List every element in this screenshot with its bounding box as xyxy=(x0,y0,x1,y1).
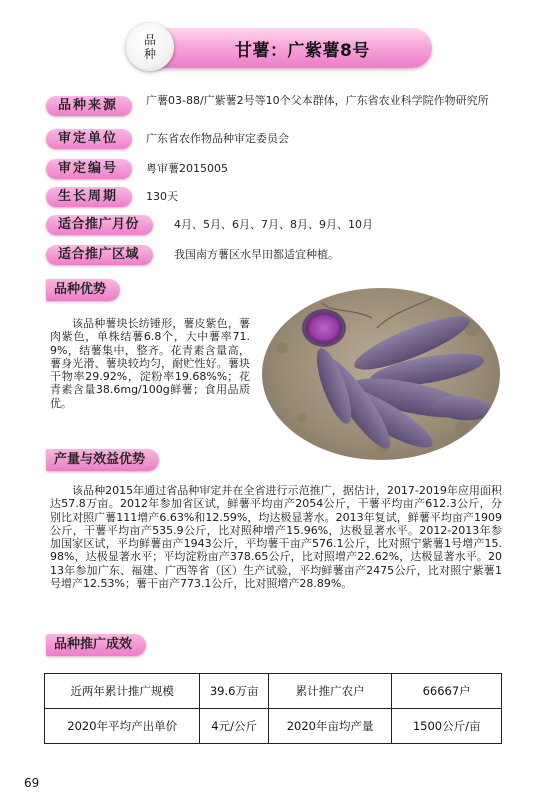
sweet-potato-illustration xyxy=(262,288,500,460)
category-badge xyxy=(126,23,174,71)
table-cell: 近两年累计推广规模 xyxy=(45,674,200,709)
value-months: 4月、5月、6月、7月、8月、9月、10月 xyxy=(174,218,373,231)
label-months: 适合推广月份 xyxy=(46,215,153,235)
table-cell: 39.6万亩 xyxy=(200,674,269,709)
section-yield-benefit: 产量与效益优势 xyxy=(46,449,159,471)
yield-text: 该品种2015年通过省品种审定并在全省进行示范推广，据估计，2017-2019年应用面积达57.8万亩。2012年参加省区试，鲜薯平均亩产2054公斤，干薯平均亩产612.3公斤，分别比对照广薯111增产6.63%和12.59%，均达极显著水。2013年复试，鲜薯平均亩产1909公斤，干薯平均亩产535.9公斤，比对照种增产15.96%，达极显著水平。2012-2013年参加国家区试，平均鲜薯亩产1943公斤，平均薯干亩产576.1公斤，比对照宁紫薯1号增产15.98%，达极显著水平；平均淀粉亩产378.65公斤，比对照增产22.62%，达极显著水平。2013年参加广东、福建、广西等省（区）生产试验，平均鲜薯亩产2475公斤，比对照宁紫薯1号增产12.53%；薯干亩产773.1公斤，比对照增产28.89%。 xyxy=(50,484,502,591)
label-approval-number: 审定编号 xyxy=(46,159,132,179)
page-number: 69 xyxy=(24,776,40,790)
table-cell: 66667户 xyxy=(392,674,502,709)
label-region: 适合推广区域 xyxy=(46,245,153,265)
label-approval-unit: 审定单位 xyxy=(46,129,132,149)
page-title: 甘薯：广紫薯8号 xyxy=(235,41,370,61)
value-region: 我国南方薯区水旱田都适宜种植。 xyxy=(174,248,339,261)
table-cell: 1500公斤/亩 xyxy=(392,709,502,744)
value-approval-unit: 广东省农作物品种审定委员会 xyxy=(146,132,289,145)
category-badge-text: 品种 xyxy=(143,33,156,61)
advantage-text: 该品种薯块长纺锤形，薯皮紫色，薯肉紫色，单株结薯6.8个，大中薯率71.9%，结薯集中，整齐。花青素含量高，薯身光滑、薯块较均匀，耐贮性好。薯块干物率29.92%，淀粉率19.68%%；花青素含量38.6mg/100g鲜薯；食用品质优。 xyxy=(50,317,250,410)
table-row xyxy=(45,674,502,709)
table-cell: 2020年亩均产量 xyxy=(268,709,391,744)
section-variety-advantage: 品种优势 xyxy=(46,279,120,301)
table-cell: 4元/公斤 xyxy=(200,709,269,744)
value-approval-number: 粤审薯2015005 xyxy=(146,162,228,175)
sweet-potato-photo xyxy=(262,288,500,460)
section-promotion-results: 品种推广成效 xyxy=(46,634,146,656)
value-source: 广薯03-88/广紫薯2号等10个父本群体，广东省农业科学院作物研究所 xyxy=(146,94,489,107)
label-growth-cycle: 生长周期 xyxy=(46,187,132,207)
table-row xyxy=(45,709,502,744)
table-cell: 累计推广农户 xyxy=(268,674,391,709)
promotion-results-table xyxy=(44,673,502,744)
table-cell: 2020年平均产出单价 xyxy=(45,709,200,744)
label-source: 品种来源 xyxy=(46,96,132,116)
value-growth-cycle: 130天 xyxy=(146,190,178,203)
